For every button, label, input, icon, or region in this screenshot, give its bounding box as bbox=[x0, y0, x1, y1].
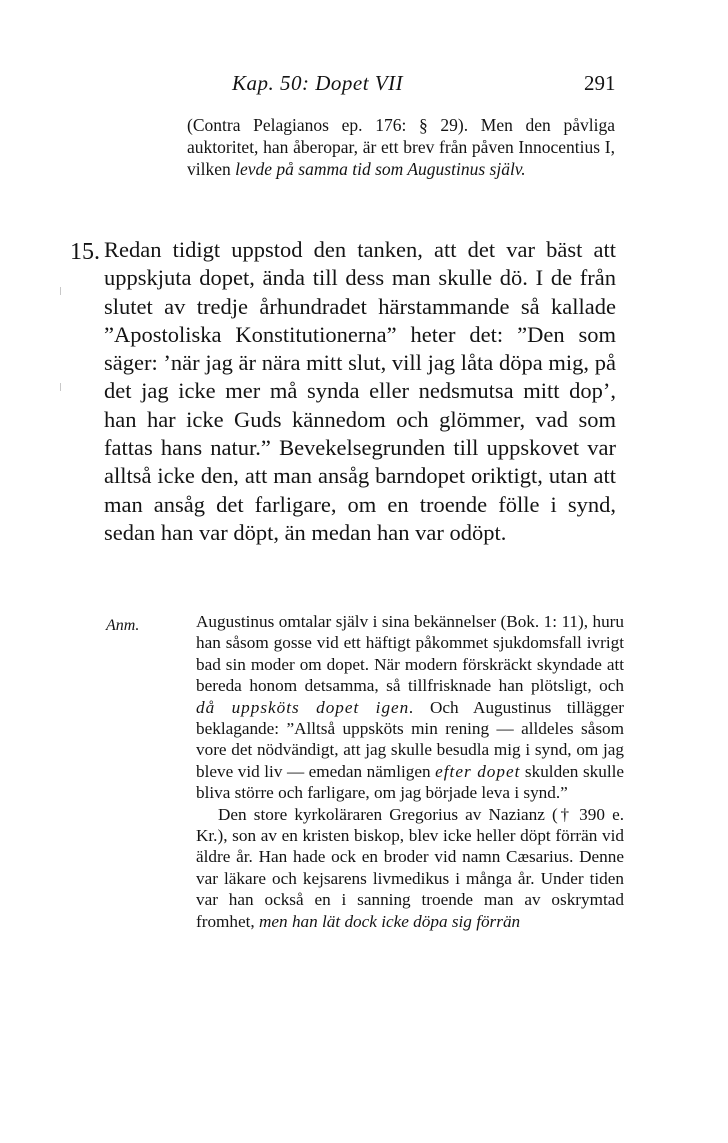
note-p2-emphasis: men han lät dock icke döpa sig förrän bbox=[259, 911, 521, 931]
page-number: 291 bbox=[584, 71, 616, 95]
page-header bbox=[0, 71, 728, 101]
note-body bbox=[196, 611, 624, 932]
note-p1-emphasis-1: då uppsköts dopet igen. bbox=[196, 697, 415, 717]
note-paragraph-1 bbox=[196, 611, 624, 804]
section-body bbox=[104, 236, 616, 547]
quote-emphasis: levde på samma tid som Augustinus själv. bbox=[235, 159, 526, 179]
running-title: Kap. 50: Dopet VII bbox=[232, 71, 404, 95]
margin-mark bbox=[60, 383, 61, 391]
note-p1-emphasis-2: efter dopet bbox=[435, 761, 521, 781]
note-p1-text-1: Augustinus omtalar själv i sina bekännelser (Bok. 1: 11), huru han såsom gosse vid ett häftigt påkommet sjukdomsfall ivrigt bad sin moder om dopet. När modern förskräckt skyndade att bereda honom detsamma, så tillfrisknade han plötsligt, och bbox=[196, 612, 624, 696]
margin-mark bbox=[60, 287, 61, 295]
section-paragraph: Redan tidigt uppstod den tanken, att det var bäst att uppskjuta dopet, ända till dess man skulle dö. I de från slutet av tredje århundradet härstammande så kallade ”Apostoliska Konstitutionerna” heter det: ”Den som säger: ’när jag är nära mitt slut, vill jag låta döpa mig, på det jag icke mer må synda eller nedsmutsa mitt dop’, han har icke Guds kännedom och glömmer, vad som fattas hans natur.” Bevekelsegrunden till uppskovet var alltså icke den, att man ansåg barndopet oriktigt, utan att man ansåg det farligare, om en troende fölle i synd, sedan han var döpt, än medan han var odöpt. bbox=[104, 237, 616, 545]
quote-text: (Contra Pelagianos ep. 176: § 29). Men den påvliga auktoritet, han åberopar, är ett brev från påven Innocentius I, vilken bbox=[187, 115, 615, 179]
note-paragraph-2 bbox=[196, 804, 624, 932]
note-p1-text-2: Och Augustinus tillägger beklagande: ”Alltså uppsköts min rening — alldeles såsom vore det nödvändigt, att jag skulle besudla mig i synd, om jag bleve vid liv — emedan nämligen bbox=[196, 697, 624, 781]
note-p2-text-1: Den store kyrkoläraren Gregorius av Nazianz († 390 e. Kr.), son av en kristen biskop, blev icke heller döpt förrän vid äldre år. Han hade ock en broder vid namn Cæsarius. Denne var läkare och kejsarens livmedikus i många år. Under tiden var han också en i sanning troende man av oskrymtad fromhet, bbox=[196, 804, 624, 931]
section-number: 15. bbox=[70, 239, 100, 265]
note-label: Anm. bbox=[106, 617, 140, 634]
note-p1-text-3: skulden skulle bliva större och farligare, om jag började leva i synd.” bbox=[196, 761, 624, 803]
quote-continuation bbox=[187, 114, 615, 180]
